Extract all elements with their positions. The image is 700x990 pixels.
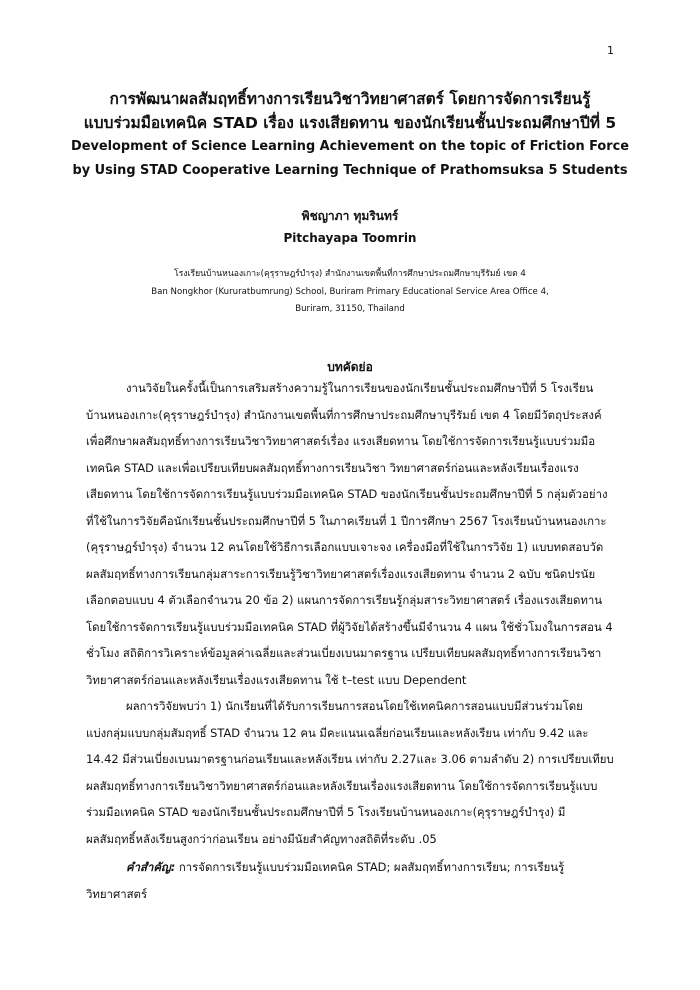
abstract-p2-line: 14.42 มีส่วนเบี่ยงเบนมาตรฐานก่อนเรียนและหลังเรียน เท่ากับ 2.27และ 3.06 ตามลำดับ 2) การเปรียบเทียบ <box>86 752 614 766</box>
abstract-p1-line: งานวิจัยในครั้งนี้เป็นการเสริมสร้างความรู้ในการเรียนของนักเรียนชั้นประถมศึกษาปีที่ 5 โรงเรียน <box>126 381 594 395</box>
affiliation-line-2: Ban Nongkhor (Kururatbumrung) School, Buriram Primary Educational Service Area Office 4, <box>151 286 549 297</box>
abstract-p1-line: ผลสัมฤทธิ์ทางการเรียนกลุ่มสาระการเรียนรู้วิชาวิทยาศาสตร์เรื่องแรงเสียดทาน จำนวน 2 ฉบับ ชนิดปรนัย <box>86 566 596 581</box>
keywords-section <box>86 854 614 907</box>
abstract-p2-line: ร่วมมือเทคนิค STAD ของนักเรียนชั้นประถมศึกษาปีที่ 5 โรงเรียนบ้านหนองเกาะ(คุรุราษฎร์บำรุง) มี <box>86 805 566 819</box>
abstract-p2-line: ผลสัมฤทธิ์หลังเรียนสูงกว่าก่อนเรียน อย่างมีนัยสำคัญทางสถิติที่ระดับ .05 <box>86 831 437 846</box>
author-name-en: Pitchayapa Toomrin <box>283 231 417 245</box>
abstract-p2-line: ผลสัมฤทธิ์ทางการเรียนวิชาวิทยาศาสตร์ก่อนและหลังเรียนเรื่องแรงเสียดทาน โดยใช้การจัดการเรียนรู้แบบ <box>86 778 598 793</box>
title-line-th-1: การพัฒนาผลสัมฤทธิ์ทางการเรียนวิชาวิทยาศาสตร์ โดยการจัดการเรียนรู้ <box>109 90 591 108</box>
paper-title <box>70 88 630 182</box>
keywords-label: คำสำคัญ: <box>126 860 176 874</box>
author-block <box>70 205 630 249</box>
page-number: 1 <box>607 44 614 57</box>
abstract-p1-line: เพื่อศึกษาผลสัมฤทธิ์ทางการเรียนวิชาวิทยาศาสตร์เรื่อง แรงเสียดทาน โดยใช้การจัดการเรียนรู้แบบร่วมมือ <box>86 434 596 448</box>
abstract-heading: บทคัดย่อ <box>327 360 373 374</box>
title-line-en-1: Development of Science Learning Achievement on the topic of Friction Force <box>71 139 629 154</box>
abstract-p2-line: ผลการวิจัยพบว่า 1) นักเรียนที่ได้รับการเรียนการสอนโดยใช้เทคนิคการสอนแบบมีส่วนร่วมโดย <box>126 699 583 713</box>
abstract-p1-line: ที่ใช้ในการวิจัยคือนักเรียนชั้นประถมศึกษาปีที่ 5 ในภาคเรียนที่ 1 ปีการศึกษา 2567 โรงเรียนบ้านหนองเกาะ <box>86 513 607 528</box>
abstract-p2-line: แบ่งกลุ่มแบบกลุ่มสัมฤทธิ์ STAD จำนวน 12 คน มีคะแนนเฉลี่ยก่อนเรียนและหลังเรียน เท่ากับ 9.42 และ <box>86 725 589 740</box>
abstract-p1-line: เลือกตอบแบบ 4 ตัวเลือกจำนวน 20 ข้อ 2) แผนการจัดการเรียนรู้กลุ่มสาระวิทยาศาสตร์ เรื่องแรงเสียดทาน <box>86 593 603 607</box>
title-line-en-2: by Using STAD Cooperative Learning Technique of Prathomsuksa 5 Students <box>72 162 628 178</box>
title-line-th-2: แบบร่วมมือเทคนิค STAD เรื่อง แรงเสียดทาน ของนักเรียนชั้นประถมศึกษาปีที่ 5 <box>83 113 617 132</box>
abstract-p1-line: เสียดทาน โดยใช้การจัดการเรียนรู้แบบร่วมมือเทคนิค STAD ของนักเรียนชั้นประถมศึกษาปีที่ 5 กลุ่มตัวอย่าง <box>86 487 608 501</box>
affiliation-line-3: Buriram, 31150, Thailand <box>295 304 405 314</box>
abstract-p1-line: วิทยาศาสตร์ก่อนและหลังเรียนเรื่องแรงเสียดทาน ใช้ t–test แบบ Dependent <box>86 672 467 687</box>
abstract-body <box>86 375 614 852</box>
keywords-text-continued: วิทยาศาสตร์ <box>86 886 148 901</box>
abstract-p1-line: (คุรุราษฎร์บำรุง) จำนวน 12 คนโดยใช้วิธีการเลือกแบบเจาะจง เครื่องมือที่ใช้ในการวิจัย 1) แบบทดสอบวัด <box>86 540 604 554</box>
affiliation <box>70 266 630 319</box>
affiliation-line-1: โรงเรียนบ้านหนองเกาะ(คุรุราษฎร์บำรุง) สำนักงานเขตพื้นที่การศึกษาประถมศึกษาบุรีรัมย์ เขต 4 <box>174 269 526 279</box>
abstract-p1-line: บ้านหนองเกาะ(คุรุราษฎร์บำรุง) สำนักงานเขตพื้นที่การศึกษาประถมศึกษาบุรีรัมย์ เขต 4 โดยมีวัตถุประสงค์ <box>86 407 602 422</box>
abstract-p1-line: โดยใช้การจัดการเรียนรู้แบบร่วมมือเทคนิค STAD ที่ผู้วิจัยได้สร้างขึ้นมีจำนวน 4 แผน ใช้ชั่วโมงในการสอน 4 <box>86 619 613 634</box>
author-name-th: พิชญาภา ทุมรินทร์ <box>301 209 399 223</box>
abstract-p1-line: ชั่วโมง สถิติการวิเคราะห์ข้อมูลค่าเฉลี่ยและส่วนเบี่ยงเบนมาตรฐาน เปรียบเทียบผลสัมฤทธิ์ทางการเรียนวิชา <box>86 646 602 660</box>
abstract-p1-line: เทคนิค STAD และเพื่อเปรียบเทียบผลสัมฤทธิ์ทางการเรียนวิชา วิทยาศาสตร์ก่อนและหลังเรียนเรื่องแรง <box>86 460 579 475</box>
keywords-text: การจัดการเรียนรู้แบบร่วมมือเทคนิค STAD; ผลสัมฤทธิ์ทางการเรียน; การเรียนรู้ <box>175 860 565 874</box>
